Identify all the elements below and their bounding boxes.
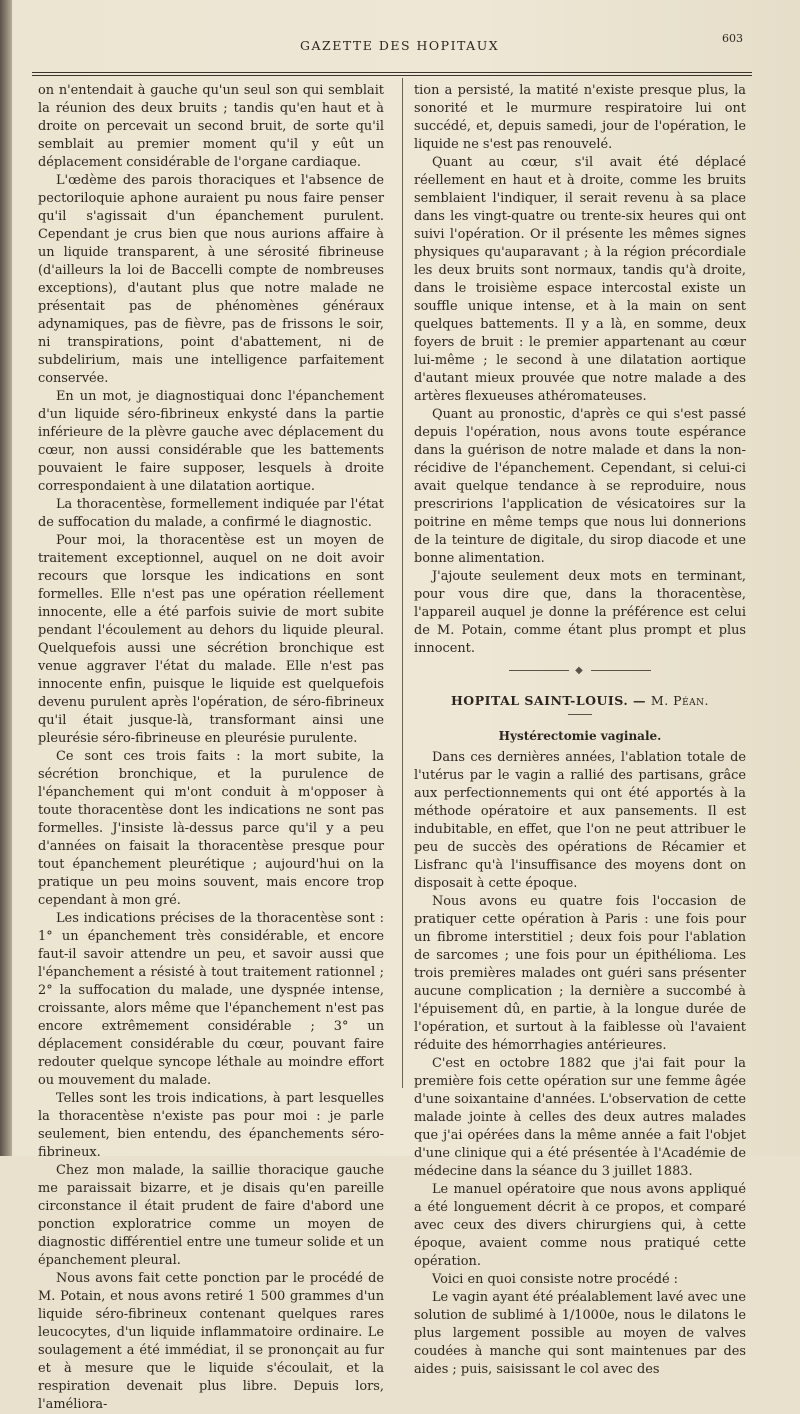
section-author: M. Péan. [650,693,709,708]
paragraph: Nous avons eu quatre fois l'occasion de pratiquer cette opération à Paris : une fois pour un fibrome interstitiel ; deux fois pour l'ablation de sarcomes ; une fois pour un épithélioma. Les trois premières malades ont guéri sans présenter aucune complication ; la dernière a succombé à l'épuisement dû, en partie, à la longue durée de l'opération, et surtout à la faiblesse où l'avaient réduite des hémorrhagies antérieures. [414,894,746,1053]
paragraph: tion a persisté, la matité n'existe presque plus, la sonorité et le murmure respiratoire lui ont succédé, et, depuis samedi, jour de l'opération, le liquide ne s'est pas renouvelé. [414,83,746,152]
binding-edge [0,0,12,1156]
paragraph: Chez mon malade, la saillie thoracique gauche me paraissait bizarre, et je disais qu'en pareille circonstance il était prudent de faire d'abord une ponction exploratrice comme un moyen de diagnostic différentiel entre une tumeur solide et un épanchement pleural. [38,1163,384,1268]
column-divider [402,78,403,1088]
page-number: 603 [722,32,743,45]
hospital-name: HOPITAL SAINT-LOUIS. — [451,693,647,708]
paragraph: C'est en octobre 1882 que j'ai fait pour la première fois cette opération sur une femme âgée d'une soixantaine d'années. L'observation de cette malade jointe à celles des deux autres malades que j'ai opérées dans la même année a fait l'objet d'une clinique qui a été présentée à l'Académie de médecine dans la séance du 3 juillet 1883. [414,1056,746,1179]
title-rule [568,714,592,715]
paragraph: J'ajoute seulement deux mots en terminant, pour vous dire que, dans la thoracentèse, l'appareil auquel je donne la préférence est celui de M. Potain, comme étant plus prompt et plus innocent. [414,569,746,656]
subsection-title: Hystérectomie vaginale. [498,729,662,743]
paragraph: on n'entendait à gauche qu'un seul son qui semblait la réunion des deux bruits ; tandis qu'en haut et à droite on percevait un second bruit, de sorte qu'il semblait au premier moment qu'il y eût un déplacement considérable de l'organe cardiaque. [38,83,384,170]
left-column [38,82,384,1414]
section-title [414,692,746,710]
paragraph: La thoracentèse, formellement indiquée par l'état de suffocation du malade, a confirmé le diagnostic. [38,497,384,530]
paragraph: Les indications précises de la thoracentèse sont : 1° un épanchement très considérable, et encore faut-il savoir attendre un peu, et savoir aussi que l'épanchement a résisté à tout traitement rationnel ; 2° la suffocation du malade, une dyspnée intense, croissante, alors même que l'épanchement n'est pas encore extrêmement considérable ; 3° un déplacement considérable du cœur, pouvant faire redouter quelque syncope léthale au moindre effort ou mouvement du malade. [38,911,384,1088]
paragraph: Le vagin ayant été préalablement lavé avec une solution de sublimé à 1/1000e, nous le dilatons le plus largement possible au moyen de valves coudées à manche qui sont maintenues par des aides ; puis, saisissant le col avec des [414,1290,746,1377]
section-separator-ornament: ◆ [414,662,746,680]
paragraph: En un mot, je diagnostiquai donc l'épanchement d'un liquide séro-fibrineux enkysté dans la partie inférieure de la plèvre gauche avec déplacement du cœur, non aussi considérable que les battements pouvaient le faire supposer, lesquels à droite correspondaient à une dilatation aortique. [38,389,384,494]
paragraph: Quant au pronostic, d'après ce qui s'est passé depuis l'opération, nous avons toute espérance dans la guérison de notre malade et dans la non-récidive de l'épanchement. Cependant, si celui-ci avait quelque tendance à se reproduire, nous prescririons l'application de vésicatoires sur la poitrine en même temps que nous lui donnerions de la teinture de digitale, du sirop diacode et une bonne alimentation. [414,407,746,566]
paragraph: L'œdème des parois thoraciques et l'absence de pectoriloquie aphone auraient pu nous faire penser qu'il s'agissait d'un épanchement purulent. Cependant je crus bien que nous aurions affaire à un liquide transparent, à une sérosité fibrineuse (d'ailleurs la loi de Baccelli compte de nombreuses exceptions), d'autant plus que notre malade ne présentait pas de phénomènes généraux adynamiques, pas de fièvre, pas de frissons le soir, ni transpirations, point d'abattement, ni de subdelirium, mais une intelligence parfaitement conservée. [38,173,384,386]
paragraph: Telles sont les trois indications, à part lesquelles la thoracentèse n'existe pas pour moi : je parle seulement, bien entendu, des épanchements séro-fibrineux. [38,1091,384,1160]
header-rule [32,72,752,76]
paragraph: Nous avons fait cette ponction par le procédé de M. Potain, et nous avons retiré 1 500 grammes d'un liquide séro-fibrineux contenant quelques rares leucocytes, d'un liquide inflammatoire ordinaire. Le soulagement a été immédiat, il se prononçait au fur et à mesure que le liquide s'écoulait, et la respiration devenait plus libre. Depuis lors, l'améliora- [38,1271,384,1412]
paragraph: Ce sont ces trois faits : la mort subite, la sécrétion bronchique, et la purulence de l'épanchement qui m'ont conduit à m'opposer à toute thoracentèse dont les indications ne sont pas formelles. J'insiste là-dessus parce qu'il y a peu d'années on faisait la thoracentèse presque pour tout épanchement pleurétique ; aujourd'hui on la pratique un peu moins souvent, mais encore trop cependant à mon gré. [38,749,384,908]
paragraph: Pour moi, la thoracentèse est un moyen de traitement exceptionnel, auquel on ne doit avoir recours que lorsque les indications en sont formelles. Elle n'est pas une opération réellement innocente, elle a été parfois suivie de mort subite pendant l'écoulement au dehors du liquide pleural. Quelquefois aussi une sécrétion bronchique est venue aggraver l'état du malade. Elle n'est pas innocente enfin, puisque le liquide est quelquefois devenu purulent après l'opération, de séro-fibrineux qu'il était jusque-là, transformant ainsi une pleurésie séro-fibrineuse en pleurésie purulente. [38,533,384,746]
running-header: GAZETTE DES HOPITAUX [300,38,500,53]
right-column [414,82,746,1379]
paragraph: Voici en quoi consiste notre procédé : [432,1272,679,1287]
paragraph: Le manuel opératoire que nous avons appliqué a été longuement décrit à ce propos, et comparé avec ceux des divers chirurgiens qui, à cette époque, avaient comme nous pratiqué cette opération. [414,1182,746,1269]
paragraph: Dans ces dernières années, l'ablation totale de l'utérus par le vagin a rallié des partisans, grâce aux perfectionnements qui ont été apportés à la méthode opératoire et aux pansements. Il est indubitable, en effet, que l'on ne peut attribuer le peu de succès des opérations de Récamier et Lisfranc qu'à l'insuffisance des moyens dont on disposait à cette époque. [414,750,746,891]
paragraph: Quant au cœur, s'il avait été déplacé réellement en haut et à droite, comme les bruits semblaient l'indiquer, il serait revenu à sa place dans les vingt-quatre ou trente-six heures qui ont suivi l'opération. Or il présente les mêmes signes physiques qu'auparavant ; à la région précordiale les deux bruits sont normaux, tandis qu'à droite, dans le troisième espace intercostal existe un souffle unique intense, et à la main on sent quelques battements. Il y a là, en somme, deux foyers de bruit : le premier appartenant au cœur lui-même ; le second à une dilatation aortique d'autant mieux prouvée que notre malade a des artères flexueuses athéromateuses. [414,155,746,404]
